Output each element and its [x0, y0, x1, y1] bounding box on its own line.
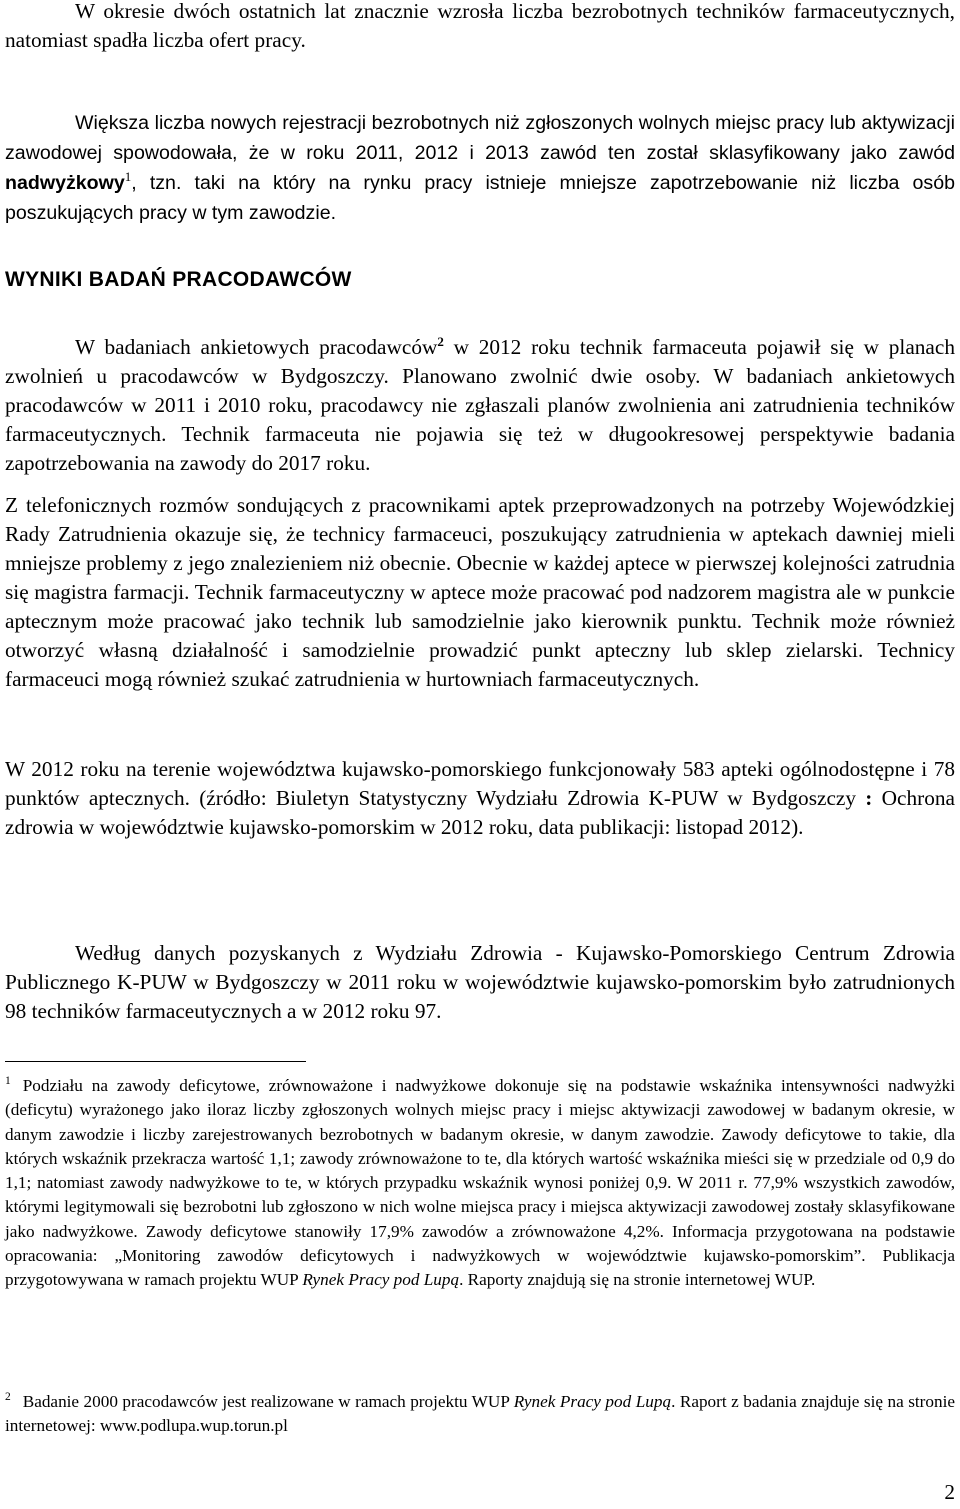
paragraph-text: Większa liczba nowych rejestracji bezrobotnych niż zgłoszonych wolnych miejsc pracy lub aktywizacji zawodowej spowodowała, że w roku 2011, 2012 i 2013 zawód ten został sklasyfikowany jako zawód — [5, 112, 955, 164]
paragraph-phone-interviews: Z telefonicznych rozmów sondujących z pracownikami aptek przeprowadzonych na potrzeby Wojewódzkiej Rady Zatrudnienia okazuje się, że technicy farmaceuci, poszukujący zatrudnienia w aptekach dawniej mieli mniejsze problemy z jego znalezieniem niż obecnie. Obecnie w każdej aptece w pierwszej kolejności zatrudnia się magistra farmacji. Technik farmaceutyczny w aptece może pracować pod nadzorem magistra ale w punkcie aptecznym może pracować jako technik lub samodzielnie jako kierownik punktu. Technik może również otworzyć własną działalność i samodzielnie prowadzić punkt apteczny lub sklep zielarski. Technicy farmaceuci mogą również szukać zatrudnienia w hurtowniach farmaceutycznych. — [5, 493, 955, 691]
footnote-separator — [5, 1061, 306, 1062]
footnote-2 — [5, 1390, 955, 1439]
project-name: Rynek Pracy pod Lupą — [302, 1270, 460, 1290]
footnote-number: 1 — [5, 1075, 11, 1088]
page-number: 2 — [944, 1480, 955, 1504]
paragraph-intro: W okresie dwóch ostatnich lat znacznie wzrosła liczba bezrobotnych techników farmaceutycznych, natomiast spadła liczba ofert pracy. — [5, 0, 955, 52]
footnote-text: . Raport z badania znajduje się na stronie internetowej: www.podlupa.wup.torun.pl — [5, 1392, 955, 1436]
paragraph-text: Ochrona zdrowia w województwie kujawsko-pomorskim w 2012 roku, data publikacji: listopad 2012). — [5, 786, 956, 839]
paragraph-pharmacies-count — [5, 755, 955, 842]
paragraph-employment-data: Według danych pozyskanych z Wydziału Zdrowia - Kujawsko-Pomorskiego Centrum Zdrowia Publicznego K-PUW w Bydgoszczy w 2011 roku w województwie kujawsko-pomorskim było zatrudnionych 98 techników farmaceutycznych a w 2012 roku 97. — [5, 941, 955, 1023]
footnote-text: Badanie 2000 pracodawców jest realizowane w ramach projektu WUP — [22, 1392, 514, 1411]
paragraph-text: W 2012 roku na terenie województwa kujawsko-pomorskiego funkcjonowały 583 apteki ogólnodostępne i 78 punktów aptecznych. (źródło: Biuletyn Statystyczny Wydziału Zdrowia K-PUW w Bydgoszczy — [5, 757, 955, 810]
footnote-text: Podziału na zawody deficytowe, zrównoważone i nadwyżkowe dokonuje się na podstawie wskaźnika intensywności nadwyżki (deficytu) wyrażonego jako iloraz liczby zgłoszonych wolnych miejsc pracy i miejsc aktywizacji zawodowej w badanym okresie, w danym zawodzie i liczby zarejestrowanych bezrobotnych w badanym okresie, w danym zawodzie. Zawody deficytowe to takie, dla których wskaźnik przekracza wartość 1,1; zawody zrównoważone to te, dla których wartość wskaźnika mieści się w przedziale od 0,9 do 1,1; natomiast zawody nadwyżkowe to te, w których przypadku wskaźnik wynosi poniżej 0,9. W 2011 r. 77,9% wszystkich zawodów, którymi legitymowali się bezrobotni lub zgłoszono w nich wolne miejsca pracy i miejsca aktywizacji zawodowej zostały sklasyfikowane jako nadwyżkowe. Zawody deficytowe stanowiły 17,9% zawodów a zrównoważone 4,2%. Informacja przygotowana na podstawie opracowania: „Monitoring zawodów deficytowych i nadwyżkowych w województwie kujawsko-pomorskim”. Publikacja przygotowywana w ramach projektu WUP — [5, 1076, 955, 1290]
footnote-number: 2 — [5, 1391, 11, 1404]
paragraph-text: W badaniach ankietowych pracodawców — [75, 335, 438, 359]
colon-separator: : — [865, 786, 873, 810]
footnote-1 — [5, 1074, 955, 1293]
project-name: Rynek Pracy pod Lupą — [513, 1392, 672, 1411]
footnote-ref-1: 1 — [124, 168, 132, 184]
footnote-text: . Raporty znajdują się na stronie internetowej WUP. — [459, 1270, 816, 1290]
footnote-ref-2: 2 — [437, 333, 444, 349]
paragraph-text: , tzn. taki na który na rynku pracy istnieje mniejsze zapotrzebowanie niż liczba osób poszukujących pracy w tym zawodzie. — [5, 172, 955, 224]
paragraph-surplus-classification — [5, 108, 955, 228]
paragraph-employer-survey — [5, 333, 955, 478]
section-heading: WYNIKI BADAŃ PRACODAWCÓW — [5, 268, 352, 291]
surplus-term: nadwyżkowy — [5, 172, 125, 194]
paragraph-text: w 2012 roku technik farmaceuta pojawił się w planach zwolnień u pracodawców w Bydgoszczy. Planowano zwolnić dwie osoby. W badaniach ankietowych pracodawców w 2011 i 2010 roku, pracodawcy nie zgłaszali planów zwolnienia ani zatrudnienia techników farmaceutycznych. Technik farmaceuta nie pojawia się też w długookresowej perspektywie badania zapotrzebowania na zawody do 2017 roku. — [5, 335, 955, 475]
